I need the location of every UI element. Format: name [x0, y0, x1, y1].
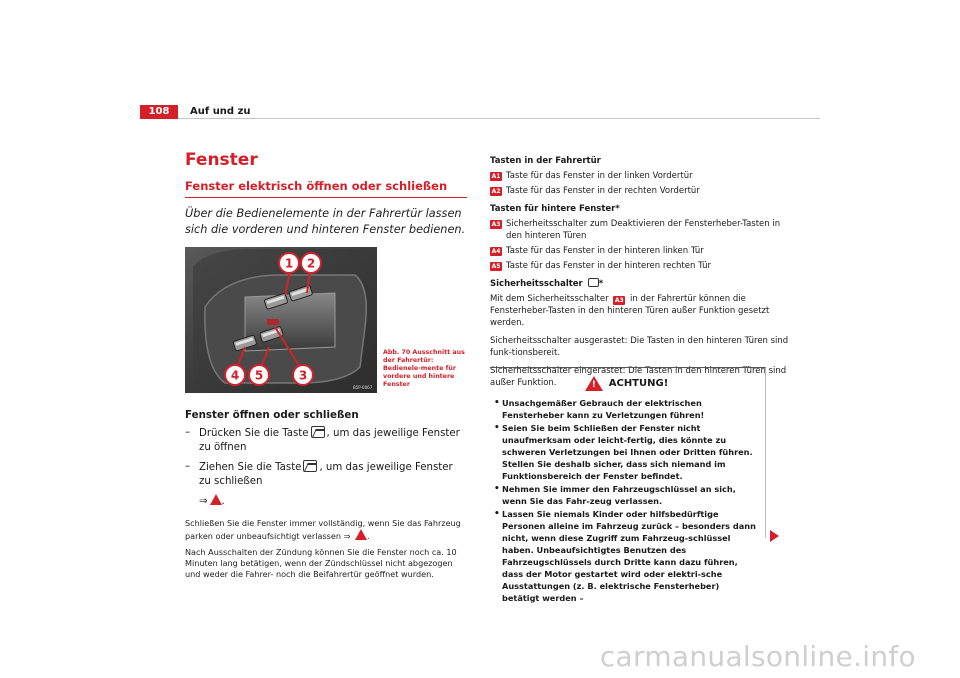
- section-heading: Fenster: [185, 150, 258, 170]
- warning-box: [490, 367, 766, 603]
- left-column: [185, 150, 467, 580]
- window-lock-icon: [588, 278, 599, 287]
- step-open: [185, 426, 467, 455]
- photo-code: B5P-0067: [353, 385, 373, 390]
- callout-3: 3: [298, 368, 308, 383]
- warning-item: • Seien Sie beim Schließen der Fenster nicht unaufmerksam oder leicht-fertig, dies könnte zu schweren Verletzungen bei Ihnen oder Dritten führen. Stellen Sie deshalb sicher, dass sich niemand im Funktionsbereich der Fenster befindet.: [494, 423, 753, 481]
- procedure-title: Fenster öffnen oder schließen: [185, 409, 359, 421]
- callout-5: 5: [254, 368, 264, 383]
- list-item: A3 Sicherheitsschalter zum Deaktivieren der Fensterheber-Tasten in den hinteren Türen: [491, 219, 781, 241]
- key-badge-a3: A3: [491, 220, 501, 228]
- safety-paragraph-3: Sicherheitsschalter eingerastet: Die Tasten in den hinteren Türen sind außer Funktion.: [490, 366, 787, 388]
- door-panel-photo: [185, 247, 377, 393]
- step-dash: –: [185, 461, 191, 472]
- window-button-icon: [311, 426, 325, 438]
- key-badge-a2: A2: [491, 187, 501, 195]
- warning-ref-icon: [210, 494, 222, 505]
- list-item: A4 Taste für das Fenster in der hinteren linken Tür: [491, 246, 704, 256]
- step1-text-b: , um das jeweilige Fenster zu öffnen: [199, 428, 460, 453]
- warning-ref-icon: [355, 529, 367, 540]
- safety-switch-heading: Sicherheitsschalter *: [490, 279, 604, 289]
- warning-icon: !: [585, 376, 603, 391]
- key-badge-a1: A1: [491, 172, 501, 180]
- page-number: 108: [140, 105, 178, 119]
- list-item: A2 Taste für das Fenster in der rechten Vordertür: [491, 186, 700, 196]
- safety-paragraph-1: Mit dem Sicherheitsschalter A3 in der Fahrertür können die Fensterheber-Tasten in den hinteren Türen außer Funktion gesetzt werden.: [490, 294, 770, 328]
- key-badge-a5: A5: [491, 262, 501, 270]
- key-badge-a3: A3: [614, 297, 624, 304]
- callout-2: 2: [306, 256, 316, 271]
- rear-window-buttons-heading: Tasten für hintere Fenster*: [490, 204, 620, 214]
- warning-item: • Unsachgemäßer Gebrauch der elektrischen Fensterheber kann zu Verletzungen führen!: [494, 398, 705, 420]
- step1-text-a: Drücken Sie die Taste: [199, 428, 309, 439]
- callout-1: 1: [284, 256, 294, 271]
- callout-4: 4: [230, 368, 240, 383]
- window-button-icon: [303, 460, 317, 472]
- safety-paragraph-2: Sicherheitsschalter ausgerastet: Die Tasten in den hinteren Türen sind funk-tionsbereit.: [490, 336, 789, 358]
- subsection-heading: Fenster elektrisch öffnen oder schließen: [185, 179, 467, 198]
- right-column: [490, 155, 790, 389]
- step-close-ref: ⇒ .: [199, 496, 225, 507]
- door-panel-illustration: [185, 247, 377, 393]
- step-dash: –: [185, 427, 191, 438]
- warning-item: • Lassen Sie niemals Kinder oder hilfsbedürftige Personen alleine im Fahrzeug zurück – besonders dann nicht, wenn diese Zugriff zum Fahrzeug-schlüssel haben. Unbeaufsichtigtes Benutzen des Fahrzeugschlüssels durch Dritte kann dazu führen, dass der Motor gestartet wird oder elektri-sche Ausstattungen (z. B. elektrische Fensterheber) betätigt werden –: [494, 509, 756, 603]
- step2-text-a: Ziehen Sie die Taste: [199, 462, 302, 473]
- chapter-title: Auf und zu: [190, 106, 251, 117]
- list-item: A5 Taste für das Fenster in der hinteren rechten Tür: [491, 261, 711, 271]
- figure-70: [185, 247, 467, 393]
- step2-text-b: , um das jeweilige Fenster zu schließen: [199, 462, 453, 487]
- note-paragraph-2: Nach Ausschalten der Zündung können Sie die Fenster noch ca. 10 Minuten lang betätigen, wenn der Zündschlüssel nicht abgezogen und weder die Fahrer- noch die Beifahrertür geöffnet wurden.: [185, 547, 457, 579]
- warning-item: • Nehmen Sie immer den Fahrzeugschlüssel an sich, wenn Sie das Fahr-zeug verlassen.: [494, 484, 736, 506]
- driver-door-buttons-heading: Tasten in der Fahrertür: [490, 156, 601, 166]
- continue-arrow-icon: [770, 530, 779, 542]
- warning-title: ! ACHTUNG!: [494, 376, 759, 391]
- note-paragraph-1: Schließen Sie die Fenster immer vollständig, wenn Sie das Fahrzeug parken oder unbeaufsichtigt verlassen ⇒ .: [185, 518, 461, 541]
- list-item: A1 Taste für das Fenster in der linken Vordertür: [491, 171, 693, 181]
- watermark: carmanualsonline.info: [599, 640, 916, 673]
- intro-text: Über die Bedienelemente in der Fahrertür lassen sich die vorderen und hinteren Fenster bedienen.: [185, 207, 466, 236]
- figure-caption: Abb. 70 Ausschnitt aus der Fahrertür: Bedienele-mente für vordere und hintere Fenster: [383, 349, 465, 388]
- key-badge-a4: A4: [491, 247, 501, 255]
- step-close: [185, 460, 467, 489]
- ref-arrow: ⇒: [199, 496, 208, 507]
